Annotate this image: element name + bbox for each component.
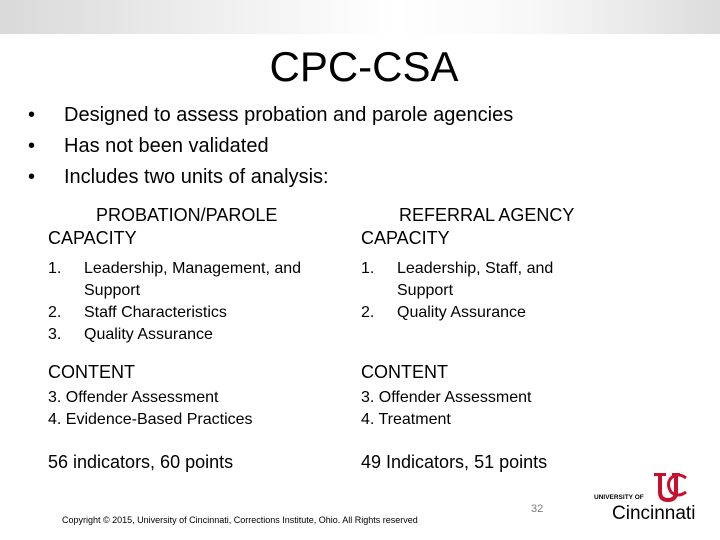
logo-top-text: UNIVERSITY OF — [594, 494, 644, 501]
bullet-item — [28, 100, 628, 131]
right-content-heading: CONTENT — [361, 362, 448, 382]
item-number: 3. — [48, 326, 62, 343]
list-item — [361, 302, 601, 324]
intro-bullet-list — [28, 100, 628, 193]
item-number: 2. — [361, 304, 375, 321]
left-capacity-heading — [48, 204, 348, 250]
slide-title: CPC-CSA — [269, 43, 459, 90]
top-gradient-bar — [0, 0, 720, 34]
left-content-line-1: 3. Offender Assessment — [48, 389, 219, 406]
item-text: Staff Characteristics — [84, 304, 227, 321]
list-item — [48, 258, 348, 302]
bullet-marker: • — [28, 135, 36, 157]
item-text: Leadership, Staff, and Support — [397, 260, 554, 299]
right-content-line-2: 4. Treatment — [361, 411, 451, 428]
left-capacity-heading-line1: PROBATION/PAROLE — [96, 205, 278, 225]
left-content-line-2: 4. Evidence-Based Practices — [48, 411, 253, 428]
left-content-heading: CONTENT — [48, 362, 135, 382]
item-text: Quality Assurance — [84, 326, 213, 343]
logo-main-text: Cincinnati — [612, 503, 696, 522]
bullet-text: Designed to assess probation and parole agencies — [64, 104, 514, 126]
item-text: Quality Assurance — [397, 304, 526, 321]
left-capacity-heading-line2: CAPACITY — [48, 228, 137, 248]
bullet-marker: • — [28, 104, 36, 126]
university-of-cincinnati-logo — [594, 470, 702, 522]
item-number: 2. — [48, 304, 62, 321]
right-capacity-heading — [361, 204, 661, 250]
bullet-text: Includes two units of analysis: — [64, 166, 329, 188]
list-item — [48, 324, 348, 346]
right-content-line-1: 3. Offender Assessment — [361, 389, 532, 406]
list-item — [48, 302, 348, 324]
right-capacity-heading-line1: REFERRAL AGENCY — [399, 205, 575, 225]
item-number: 1. — [361, 260, 375, 277]
page-number: 32 — [531, 503, 544, 515]
left-content-section — [48, 361, 348, 431]
bullet-text: Has not been validated — [64, 135, 269, 157]
copyright-notice: Copyright © 2015, University of Cincinnati, Corrections Institute, Ohio. All Rights reserved — [62, 515, 418, 525]
left-capacity-list — [48, 258, 348, 346]
item-number: 1. — [48, 260, 62, 277]
right-capacity-heading-line2: CAPACITY — [361, 228, 450, 248]
referral-agency-column — [361, 204, 661, 324]
bullet-marker: • — [28, 166, 36, 188]
item-text: Leadership, Management, and Support — [84, 260, 302, 299]
probation-parole-column — [48, 204, 348, 346]
right-totals: 49 Indicators, 51 points — [361, 452, 548, 472]
left-totals: 56 indicators, 60 points — [48, 452, 234, 472]
right-content-section — [361, 361, 661, 431]
bullet-item — [28, 131, 628, 162]
uc-monogram-icon — [654, 473, 686, 500]
bullet-item — [28, 162, 628, 193]
right-capacity-list — [361, 258, 601, 324]
list-item — [361, 258, 601, 302]
